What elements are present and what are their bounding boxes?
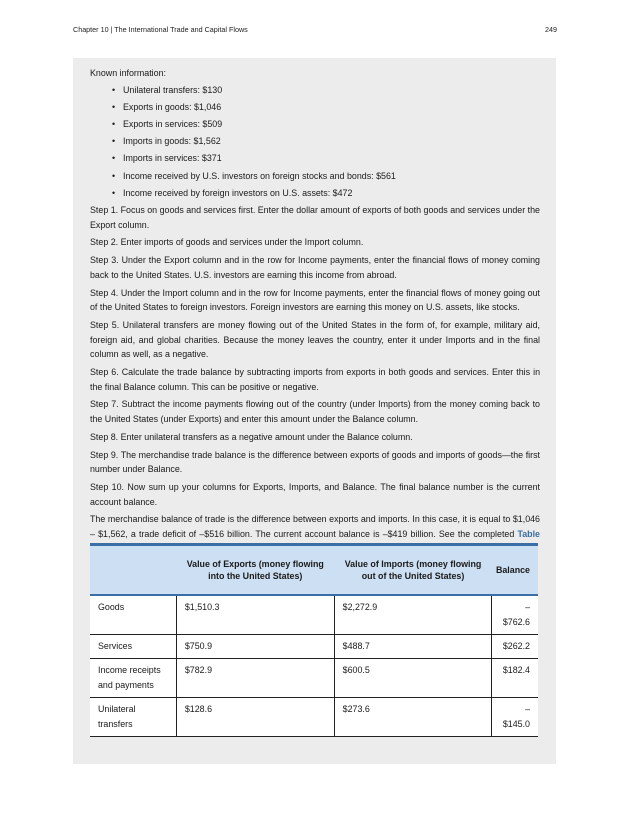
step-4: Step 4. Under the Import column and in the row for Income payments, enter the financial flows of money going out of the United States to foreign investors. Foreign investors are earning this money on U.S. assets, like stocks. — [90, 287, 540, 313]
list-item — [90, 186, 540, 203]
panel-content — [90, 66, 540, 559]
table-header-exports: Value of Exports (money flowing into the United States) — [176, 545, 334, 596]
bullet-icon: • — [112, 101, 116, 112]
table-row — [90, 635, 538, 659]
imports-cell: $600.5 — [334, 659, 492, 698]
list-item — [90, 134, 540, 151]
list-item-text: Exports in services: $509 — [123, 119, 223, 130]
bullet-icon: • — [112, 84, 116, 95]
row-label: Unilateral transfers — [90, 698, 176, 737]
bullet-icon: • — [112, 187, 116, 198]
table-reference-link[interactable]: Table — [517, 529, 540, 540]
list-item — [90, 169, 540, 186]
step-3: Step 3. Under the Export column and in the row for Income payments, enter the financial flows of money coming back to the United States. U.S. investors are earning this income from abroad. — [90, 255, 540, 280]
bullet-icon: • — [112, 119, 116, 130]
chapter-title: Chapter 10 | The International Trade and Capital Flows — [73, 25, 248, 34]
list-item-text: Imports in services: $371 — [123, 153, 222, 164]
balance-cell: $182.4 — [492, 659, 538, 698]
exports-cell: $782.9 — [176, 659, 334, 698]
step-2: Step 2. Enter imports of goods and services under the Import column. — [90, 237, 364, 248]
row-label: Income receipts and payments — [90, 659, 176, 698]
table-header-row — [90, 545, 538, 596]
step-9: Step 9. The merchandise trade balance is the difference between exports of goods and imports of goods—the first number under Balance. — [90, 449, 540, 475]
list-item-text: Unilateral transfers: $130 — [123, 84, 223, 95]
balance-cell: –$145.0 — [492, 698, 538, 737]
table-header-balance: Balance — [492, 545, 538, 596]
step-1: Step 1. Focus on goods and services first. Enter the dollar amount of exports of both goods and services under the Export column. — [90, 205, 540, 230]
exports-cell: $128.6 — [176, 698, 334, 737]
bullet-icon: • — [112, 136, 116, 147]
list-item-text: Exports in goods: $1,046 — [123, 101, 222, 112]
list-item — [90, 151, 540, 168]
exports-cell: $750.9 — [176, 635, 334, 659]
table-row — [90, 659, 538, 698]
table-row — [90, 595, 538, 635]
list-item-text: Imports in goods: $1,562 — [123, 136, 221, 147]
bullet-icon: • — [112, 153, 116, 164]
known-information-label: Known information: — [90, 68, 166, 78]
list-item-text: Income received by foreign investors on U.S. assets: $472 — [123, 187, 353, 198]
step-7: Step 7. Subtract the income payments flowing out of the country (under Imports) from the money coming back to the United States (under Exports) and enter this amount under the Balance column. — [90, 399, 540, 425]
table-header-imports: Value of Imports (money flowing out of the United States) — [334, 545, 492, 596]
table-row — [90, 698, 538, 737]
bullet-icon: • — [112, 170, 116, 181]
imports-cell: $2,272.9 — [334, 595, 492, 635]
table-header-blank — [90, 545, 176, 596]
row-label: Goods — [90, 595, 176, 635]
page-number: 249 — [545, 25, 557, 34]
balance-cell: –$762.6 — [492, 595, 538, 635]
exports-cell: $1,510.3 — [176, 595, 334, 635]
balance-cell: $262.2 — [492, 635, 538, 659]
known-information-list — [90, 83, 540, 203]
imports-cell: $273.6 — [334, 698, 492, 737]
list-item — [90, 117, 540, 134]
step-5: Step 5. Unilateral transfers are money flowing out of the United States in the form of, for example, military aid, foreign aid, and global charities. Because the money leaves the country, enter it under Imports and in the final column as well, as a negative. — [90, 319, 540, 360]
list-item-text: Income received by U.S. investors on foreign stocks and bonds: $561 — [123, 170, 396, 181]
row-label: Services — [90, 635, 176, 659]
list-item — [90, 83, 540, 100]
example-panel — [73, 58, 556, 764]
step-8: Step 8. Enter unilateral transfers as a negative amount under the Balance column. — [90, 431, 413, 442]
conclusion-text: The merchandise balance of trade is the difference between exports and imports. In this case, it is equal to $1,046 – $1,562, a trade deficit of –$516 billion. The current account balance is –$419 billion. See the completed — [90, 514, 540, 540]
step-10: Step 10. Now sum up your columns for Exports, Imports, and Balance. The final balance number is the current account balance. — [90, 481, 540, 507]
page-header — [73, 25, 557, 37]
current-account-table — [90, 543, 538, 737]
step-6: Step 6. Calculate the trade balance by subtracting imports from exports in both goods and services. Enter this in the final Balance column. This can be positive or negative. — [90, 367, 540, 392]
list-item — [90, 100, 540, 117]
imports-cell: $488.7 — [334, 635, 492, 659]
